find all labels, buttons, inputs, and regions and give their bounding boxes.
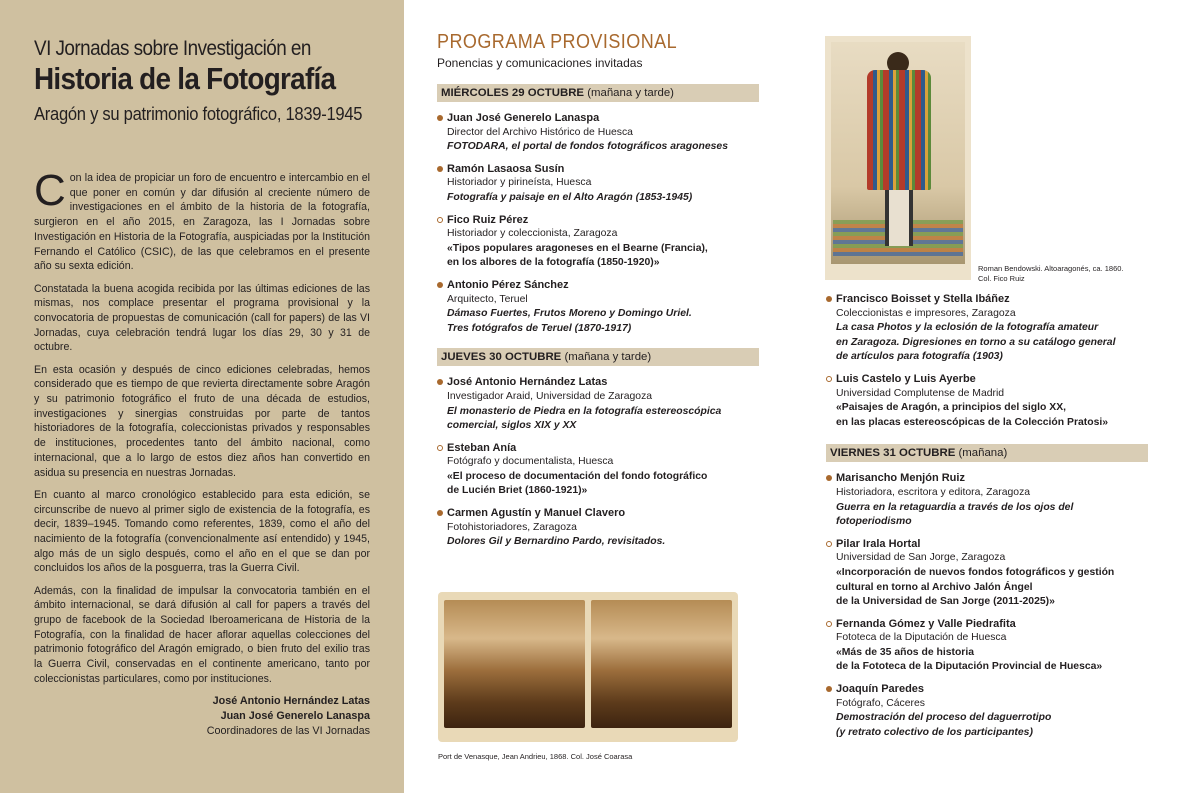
photo-caption-venasque: Port de Venasque, Jean Andrieu, 1868. Col. José Coarasa xyxy=(438,752,633,761)
portrait-photo xyxy=(825,36,971,280)
intro-paragraph-4: En cuanto al marco cronológico establecido para esta edición, se circunscribe de nuevo al primer siglo de existencia de la fotografía, es decir, 1839–1945. Tomando como referentes, 1839, como el año del nacimiento de la fotografía (convencionalmente así entendido) y 1945, algo más de un siglo después, como el año en el que se dan por concluidos los años de la posguerra, tras la Guerra Civil. xyxy=(34,488,370,575)
program-item: Antonio Pérez Sánchez Arquitecto, Teruel Dámaso Fuertes, Frutos Moreno y Domingo Uriel. Tres fotógrafos de Teruel (1870-1917) xyxy=(437,278,759,336)
program-item: Carmen Agustín y Manuel Clavero Fotohistoriadores, Zaragoza Dolores Gil y Bernardino Pardo, revisitados. xyxy=(437,506,759,550)
event-subtitle: Aragón y su patrimonio fotográfico, 1839-1945 xyxy=(34,104,363,124)
program-item: Ramón Lasaosa Susín Historiador y pirineísta, Huesca Fotografía y paisaje en el Alto Aragón (1853-1945) xyxy=(437,162,759,206)
program-item: Fico Ruiz Pérez Historiador y coleccionista, Zaragoza «Tipos populares aragoneses en el Bearne (Francia), en los albores de la fotografía (1850-1920)» xyxy=(437,213,759,271)
program-column-2 xyxy=(826,292,1148,740)
event-title-line1: VI Jornadas sobre Investigación en xyxy=(34,37,311,60)
bullet-open-icon xyxy=(826,621,832,627)
program-subtitle: Ponencias y comunicaciones invitadas xyxy=(437,56,643,70)
bullet-icon xyxy=(437,115,443,121)
stereo-photo xyxy=(438,592,738,742)
intro-text xyxy=(34,166,370,739)
intro-paragraph-1: Con la idea de propiciar un foro de encuentro e intercambio en el que poner en común y dar difusión al creciente número de investigaciones en el ámbito de la historia de la fotografía, surgieron en el año 2015, en Zaragoza, las I Jornadas sobre Investigación en Historia de la Fotografía, auspiciadas por la Institución Fernando el Católico (CSIC), de las que celebramos en el presente año su sexta edición. xyxy=(34,166,370,273)
event-title-line2: Historia de la Fotografía xyxy=(34,61,336,96)
signature-name-1: José Antonio Hernández Latas xyxy=(212,695,370,708)
program-item: Luis Castelo y Luis Ayerbe Universidad Complutense de Madrid «Paisajes de Aragón, a principios del siglo XX, en las placas estereoscópicas de la Colección Pratosi» xyxy=(826,372,1148,430)
bullet-icon xyxy=(437,510,443,516)
program-item: Marisancho Menjón Ruiz Historiadora, escritora y editora, Zaragoza Guerra en la retaguardia a través de los ojos del fotoperiodismo xyxy=(826,471,1148,529)
program-item: Francisco Boisset y Stella Ibáñez Coleccionistas e impresores, Zaragoza La casa Photos y la eclosión de la fotografía amateur en Zaragoza. Digresiones en torno a su catálogo general de artículos para fotografía (1903) xyxy=(826,292,1148,365)
program-item: José Antonio Hernández Latas Investigador Araid, Universidad de Zaragoza El monasterio de Piedra en la fotografía estereoscópica comercial, siglos XIX y XX xyxy=(437,375,759,433)
program-title: PROGRAMA PROVISIONAL xyxy=(437,31,678,53)
signature xyxy=(34,694,370,739)
day-header-thursday: JUEVES 30 OCTUBRE (mañana y tarde) xyxy=(437,348,759,366)
program-column-1 xyxy=(437,30,759,550)
day-header-wednesday: MIÉRCOLES 29 OCTUBRE (mañana y tarde) xyxy=(437,84,759,102)
program-item: Joaquín Paredes Fotógrafo, Cáceres Demostración del proceso del daguerrotipo (y retrato colectivo de los participantes) xyxy=(826,682,1148,740)
dropcap: C xyxy=(34,166,66,215)
program-item: Fernanda Gómez y Valle Piedrafita Fototeca de la Diputación de Huesca «Más de 35 años de historia de la Fototeca de la Diputación Provincial de Huesca» xyxy=(826,617,1148,675)
program-item: Esteban Anía Fotógrafo y documentalista, Huesca «El proceso de documentación del fondo fotográfico de Lucién Briet (1860-1921)» xyxy=(437,441,759,499)
bullet-open-icon xyxy=(437,217,443,223)
bullet-open-icon xyxy=(826,541,832,547)
figure-legs xyxy=(885,190,913,246)
bullet-open-icon xyxy=(826,376,832,382)
signature-name-2: Juan José Generelo Lanaspa xyxy=(220,710,370,723)
figure-poncho xyxy=(867,70,931,190)
day-header-friday: VIERNES 31 OCTUBRE (mañana) xyxy=(826,444,1148,462)
bullet-icon xyxy=(437,166,443,172)
program-item: Pilar Irala Hortal Universidad de San Jorge, Zaragoza «Incorporación de nuevos fondos fotográficos y gestión cultural en torno al Archivo Jalón Ángel de la Universidad de San Jorge (2011-2025)» xyxy=(826,537,1148,610)
bullet-icon xyxy=(826,686,832,692)
signature-role: Coordinadores de las VI Jornadas xyxy=(206,725,370,738)
intro-paragraph-2: Constatada la buena acogida recibida por las últimas ediciones de las mismas, nos complace presentar el programa provisional y la convocatoria de propuestas de comunicación (call for papers) de las VI Jornadas, cuya celebración tendrá lugar los días 29, 30 y 31 de octubre. xyxy=(34,282,370,354)
bullet-icon xyxy=(826,475,832,481)
program-item: Juan José Generelo Lanaspa Director del Archivo Histórico de Huesca FOTODARA, el portal de fondos fotográficos aragoneses xyxy=(437,111,759,155)
intro-paragraph-3: En esta ocasión y después de cinco ediciones celebradas, hemos considerado que es tiempo de que revierta directamente sobre Aragón y su patrimonio fotográfico el fruto de una década de estudios, investigaciones y sinergias construidas por parte de tantos historiadores de la fotografía, coleccionistas privados y responsables de instituciones, procedentes tanto del ámbito nacional, como internacional, que a lo largo de estos diez años han convertido en asidua su presencia en nuestras Jornadas. xyxy=(34,363,370,479)
intro-paragraph-5: Además, con la finalidad de impulsar la convocatoria también en el ámbito internacional, se dará difusión al call for papers a través del grupo de facebook de la Sociedad Iberoamericana de Historia de la Fotografía, con la finalidad de hacer aflorar aquellas colecciones del patrimonio fotográfico del Aragón emigrado, o bien fruto del exilio tras la Guerra Civil, conservadas en el continente americano, tanto por coleccionistas particulares, como por instituciones. xyxy=(34,584,370,685)
bullet-open-icon xyxy=(437,445,443,451)
bullet-icon xyxy=(437,379,443,385)
photo-caption-bendowski: Roman Bendowski. Altoaragonés, ca. 1860. Col. Fico Ruiz xyxy=(978,264,1124,283)
stereo-right-image xyxy=(591,600,732,728)
stereo-left-image xyxy=(444,600,585,728)
intro-panel xyxy=(0,0,404,793)
bullet-icon xyxy=(826,296,832,302)
bullet-icon xyxy=(437,282,443,288)
